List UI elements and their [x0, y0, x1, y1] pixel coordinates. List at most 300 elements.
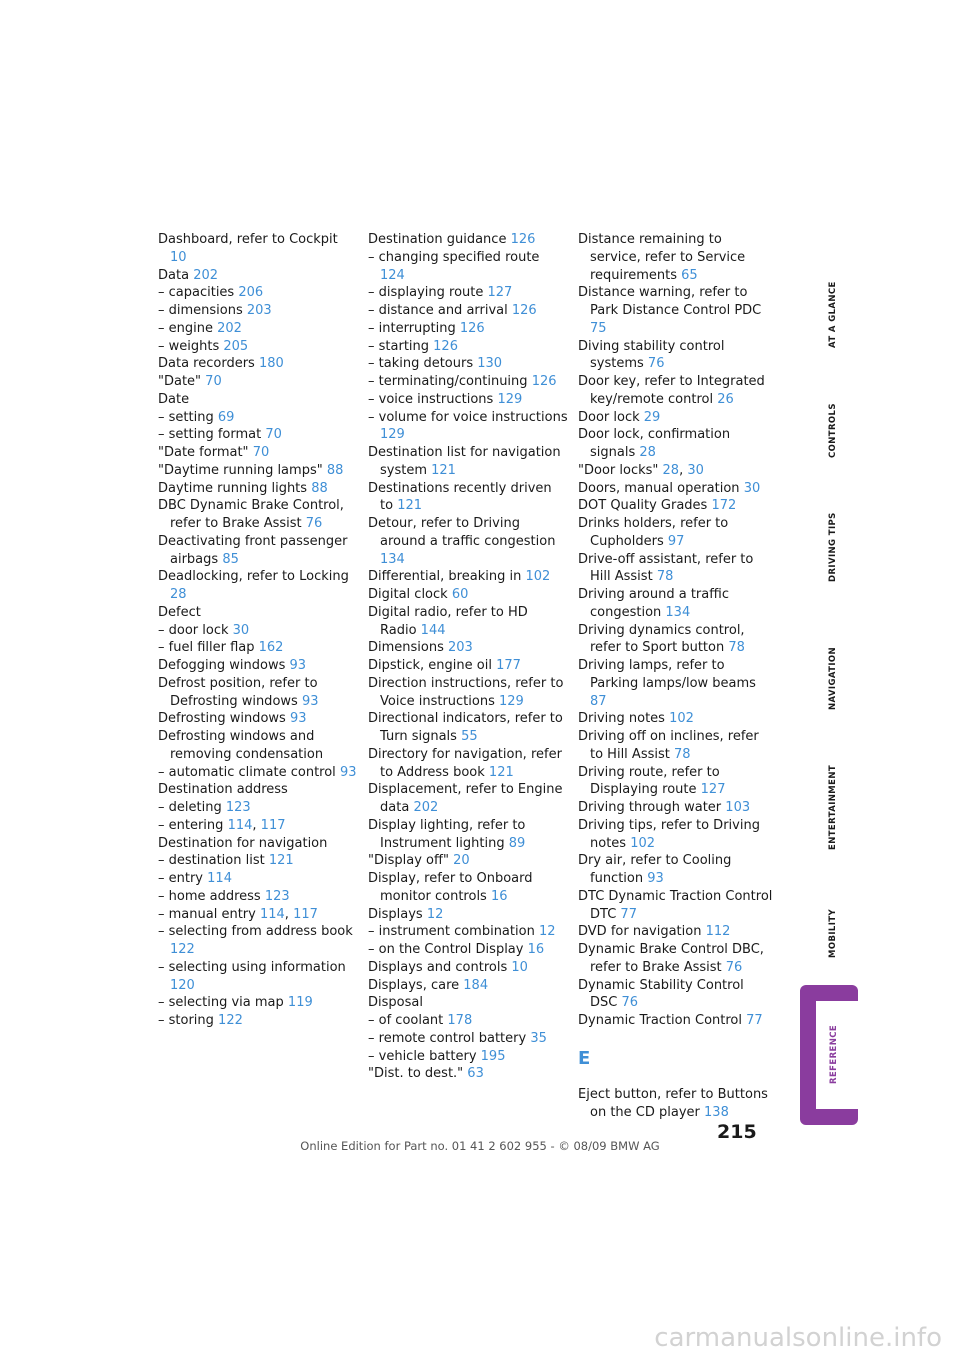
index-entry: – manual entry 114, 117: [158, 906, 318, 922]
page-link[interactable]: 70: [205, 374, 222, 389]
index-entry: [158, 764, 358, 782]
page-link[interactable]: 16: [490, 888, 508, 904]
index-entry-text: Destinations recently driven to: [368, 480, 552, 514]
index-entry-text: "Date": [158, 374, 202, 389]
index-entry: [578, 710, 773, 728]
index-entry: [578, 764, 773, 800]
index-entry: [368, 284, 568, 302]
page-link[interactable]: 122: [218, 1013, 243, 1028]
index-entry-text: Date: [158, 391, 190, 407]
index-entry: [368, 941, 568, 959]
index-entry: [158, 355, 358, 373]
chapter-tab-at-a-glance[interactable]: AT A GLANCE: [828, 281, 838, 348]
index-entry: [578, 941, 773, 977]
index-entry-text: Driving tips, refer to Driving notes: [578, 817, 760, 851]
index-entry-text: Dynamic Brake Control DBC, refer to Brake Assist: [578, 942, 764, 975]
index-entry: [578, 923, 773, 941]
page-link[interactable]: 12: [426, 906, 444, 922]
index-entry: [368, 320, 568, 338]
page-link[interactable]: 129: [497, 391, 523, 407]
index-entry: [368, 373, 568, 391]
index-entry-text: Dimensions: [368, 640, 444, 656]
index-entry-text: "Display off": [368, 853, 449, 869]
index-entry: [368, 355, 568, 373]
index-entry-text: – selecting from address book: [158, 924, 353, 940]
index-entry: "Door locks" 28, 30: [578, 462, 704, 478]
index-entry-text: Eject button, refer to Buttons on the CD player: [578, 1086, 768, 1120]
index-entry-text: Destination for navigation: [158, 835, 328, 851]
watermark: carmanualsonline.info: [654, 1323, 942, 1353]
page-link[interactable]: 76: [647, 356, 665, 372]
index-entry: [368, 338, 568, 356]
index-letter-heading: E: [578, 1047, 591, 1069]
page-link[interactable]: 180: [258, 356, 284, 372]
index-entry: [368, 870, 568, 906]
page-link[interactable]: 126: [459, 320, 485, 336]
page-link[interactable]: 134: [665, 604, 691, 620]
index-entry: [368, 249, 568, 285]
index-entry: [158, 1012, 358, 1030]
page-link[interactable]: 78: [674, 746, 691, 762]
index-entry: [368, 994, 568, 1012]
index-entry-text: Deactivating front passenger airbags: [158, 533, 348, 567]
index-entry-text: Defect: [158, 604, 201, 620]
index-entry-text: – fuel filler flap: [158, 640, 255, 656]
page-link[interactable]: 126: [531, 374, 557, 389]
index-entry: [368, 639, 568, 657]
index-entry: [368, 302, 568, 320]
page-link[interactable]: 60: [451, 587, 469, 602]
index-entry: [368, 852, 568, 870]
index-entry-text: Directory for navigation, refer to Address book: [368, 746, 562, 780]
index-entry: [578, 852, 773, 888]
index-entry-text: – displaying route: [368, 285, 484, 301]
index-entry-text: Dashboard, refer to Cockpit: [158, 232, 338, 247]
page-link[interactable]: 124: [380, 267, 405, 283]
page-link[interactable]: 126: [433, 338, 458, 354]
page-link[interactable]: 130: [477, 356, 503, 372]
index-entry-text: – engine: [158, 320, 213, 336]
index-entry-text: Dynamic Stability Control DSC: [578, 977, 744, 1011]
page-link[interactable]: 70: [252, 445, 270, 460]
page-link[interactable]: 121: [268, 853, 294, 869]
page-link[interactable]: 102: [669, 711, 694, 727]
index-entry: [368, 906, 568, 924]
page-link[interactable]: 12: [538, 924, 556, 940]
index-entry-text: – voice instructions: [368, 391, 494, 407]
index-entry-text: – interrupting: [368, 320, 456, 336]
index-entry-text: Defrosting windows: [158, 711, 286, 727]
index-entry-text: Displacement, refer to Engine data: [368, 782, 563, 815]
index-entry-text: Defrosting windows and removing condensation: [158, 729, 324, 762]
page-link[interactable]: 102: [630, 835, 656, 851]
index-entry-text: DBC Dynamic Brake Control, refer to Brake Assist: [158, 498, 344, 531]
index-entry-text: Door key, refer to Integrated key/remote control: [578, 374, 765, 407]
index-entry-text: Displays and controls: [368, 959, 508, 975]
index-entry-text: – manual entry: [158, 906, 256, 922]
index-entry: [368, 231, 568, 249]
index-entry-text: – capacities: [158, 285, 235, 301]
index-entry-text: "Daytime running lamps": [158, 462, 323, 478]
index-entry-text: Destination list for navigation system: [368, 445, 561, 478]
page-link[interactable]: 93: [339, 764, 357, 780]
index-entry-text: Digital clock: [368, 587, 448, 602]
index-entry: [368, 604, 568, 640]
page-link[interactable]: 127: [700, 782, 726, 798]
page-link[interactable]: 69: [217, 409, 235, 425]
index-entry: [368, 781, 568, 817]
index-entry: [578, 728, 773, 764]
page-link[interactable]: 178: [447, 1013, 473, 1028]
page-link[interactable]: 119: [287, 995, 313, 1011]
index-entry: [368, 923, 568, 941]
index-entry: [368, 444, 568, 480]
page-link[interactable]: 20: [453, 853, 470, 869]
page-link[interactable]: 121: [431, 462, 456, 478]
index-entry: [158, 426, 358, 444]
page-link[interactable]: 77: [620, 906, 637, 922]
index-entry-text: Drinks holders, refer to Cupholders: [578, 516, 729, 549]
chapter-tab-reference[interactable]: REFERENCE: [829, 1024, 839, 1084]
index-entry: [578, 657, 773, 710]
index-entry: [368, 1048, 568, 1066]
index-entry: [368, 515, 568, 568]
page-link[interactable]: 10: [511, 959, 528, 975]
index-entry-text: Dynamic Traction Control: [578, 1013, 742, 1028]
page-link[interactable]: 205: [223, 338, 249, 354]
page-link[interactable]: 78: [656, 569, 674, 585]
index-entry: [368, 657, 568, 675]
index-entry-text: – remote control battery: [368, 1030, 527, 1046]
index-entry-text: – home address: [158, 888, 261, 904]
index-entry-text: Display, refer to Onboard monitor controls: [368, 871, 533, 904]
index-entry: [368, 1030, 568, 1048]
index-entry: [158, 888, 358, 906]
index-entry-text: Display lighting, refer to Instrument lighting: [368, 817, 526, 851]
index-entry-text: Displays, care: [368, 977, 460, 993]
index-entry-text: Directional indicators, refer to Turn signals: [368, 711, 563, 744]
index-entry: [158, 302, 358, 320]
page-link[interactable]: 202: [413, 800, 439, 815]
index-entry-text: Disposal: [368, 995, 423, 1011]
index-entry-text: – distance and arrival: [368, 303, 508, 318]
index-entry: [158, 391, 358, 409]
index-entry-text: Driving through water: [578, 800, 722, 815]
page-link[interactable]: 28: [170, 587, 187, 602]
page-link[interactable]: 203: [246, 303, 272, 318]
index-entry-text: Data: [158, 267, 190, 283]
page-link[interactable]: 30: [232, 622, 250, 638]
index-entry-text: Detour, refer to Driving around a traffic congestion: [368, 516, 556, 549]
index-entry: [578, 515, 773, 551]
index-entry: [368, 1012, 568, 1030]
index-entry: [578, 497, 773, 515]
index-entry-text: – terminating/continuing: [368, 374, 528, 389]
page-link[interactable]: 35: [530, 1030, 547, 1046]
page-link[interactable]: 126: [510, 232, 536, 247]
page-link[interactable]: 85: [222, 551, 239, 567]
page-link[interactable]: 65: [681, 267, 698, 283]
index-entry-text: Door lock: [578, 409, 640, 425]
page-link[interactable]: 93: [647, 871, 664, 886]
page-link[interactable]: 70: [265, 427, 282, 443]
chapter-tab-controls[interactable]: CONTROLS: [828, 403, 838, 458]
index-entry: [158, 284, 358, 302]
index-entry-text: Driving around a traffic congestion: [578, 587, 729, 620]
index-entry: [158, 568, 358, 604]
page-link[interactable]: 28: [639, 445, 656, 460]
page-link[interactable]: 195: [480, 1048, 506, 1064]
page-link[interactable]: 121: [488, 764, 514, 780]
index-entry: [578, 1012, 773, 1030]
index-entry-text: "Date format": [158, 445, 249, 460]
index-entry-text: Daytime running lights: [158, 480, 308, 496]
index-entry: [158, 781, 358, 799]
index-entry: [158, 959, 358, 995]
index-entry-text: Destination address: [158, 782, 288, 798]
page-link[interactable]: 28: [662, 462, 680, 478]
page-link[interactable]: 172: [711, 498, 737, 514]
index-entry-text: Digital radio, refer to HD Radio: [368, 604, 528, 638]
index-entry-text: – setting: [158, 409, 214, 425]
page-link[interactable]: 112: [705, 924, 731, 940]
index-entry: [368, 391, 568, 409]
index-entry: [158, 657, 358, 675]
index-entry-text: Distance remaining to service, refer to Service requirements: [578, 232, 746, 283]
page-link[interactable]: 55: [461, 729, 478, 744]
index-entry-text: Data recorders: [158, 356, 255, 372]
page-link[interactable]: 117: [293, 906, 318, 922]
page-number: 215: [717, 1121, 757, 1143]
chapter-tab-entertainment[interactable]: ENTERTAINMENT: [828, 764, 838, 850]
page-link[interactable]: 29: [643, 409, 661, 425]
index-entry: [578, 977, 773, 1013]
index-entry-text: Destination guidance: [368, 232, 507, 247]
page-link[interactable]: 89: [508, 835, 526, 851]
page-link[interactable]: 114: [207, 871, 232, 886]
index-entry-text: – deleting: [158, 800, 222, 815]
index-entry: [578, 480, 773, 498]
index-entry: [158, 870, 358, 888]
index-entry: [158, 835, 358, 853]
page-link[interactable]: 93: [289, 658, 307, 673]
index-entry: [368, 586, 568, 604]
page-link[interactable]: 144: [420, 622, 446, 638]
chapter-tab-navigation[interactable]: NAVIGATION: [828, 646, 838, 710]
index-entry-text: Defogging windows: [158, 658, 286, 673]
index-entry-text: Driving dynamics control, refer to Sport button: [578, 622, 745, 656]
index-entry: [158, 639, 358, 657]
index-entry-text: – volume for voice instructions: [368, 409, 568, 425]
page-link[interactable]: 87: [590, 693, 607, 709]
page-link[interactable]: 10: [170, 249, 187, 265]
page-link[interactable]: 122: [170, 942, 195, 957]
page-link[interactable]: 76: [305, 516, 323, 531]
index-entry: [578, 338, 773, 374]
index-entry-text: Driving route, refer to Displaying route: [578, 764, 720, 798]
index-entry: [158, 799, 358, 817]
page-link[interactable]: 202: [217, 320, 242, 336]
index-entry-text: DOT Quality Grades: [578, 498, 708, 514]
index-entry-text: Direction instructions, refer to Voice instructions: [368, 675, 564, 709]
index-entry-text: – of coolant: [368, 1013, 444, 1028]
page-link[interactable]: 63: [467, 1066, 484, 1082]
index-entry-text: – starting: [368, 338, 430, 354]
page-link[interactable]: 162: [258, 640, 284, 656]
page-link[interactable]: 206: [238, 285, 264, 301]
index-entry: [368, 817, 568, 853]
index-entry: [158, 444, 358, 462]
page-link[interactable]: 77: [746, 1013, 763, 1028]
index-entry: [368, 480, 568, 516]
index-entry: [158, 994, 358, 1012]
page-link[interactable]: 78: [728, 640, 745, 656]
index-entry-text: Driving notes: [578, 711, 665, 727]
page-link[interactable]: 126: [511, 303, 537, 318]
page-link[interactable]: 93: [289, 711, 307, 727]
index-entry: [368, 675, 568, 711]
page-link[interactable]: 88: [311, 480, 328, 496]
index-entry-text: Doors, manual operation: [578, 480, 740, 496]
page-link[interactable]: 103: [725, 800, 751, 815]
index-entry: [368, 710, 568, 746]
index-entry-text: – on the Control Display: [368, 942, 524, 957]
index-entry: [158, 923, 358, 959]
index-entry: [158, 622, 358, 640]
index-column-3: [578, 231, 773, 1121]
page-link[interactable]: 202: [193, 267, 219, 283]
index-entry: [158, 497, 358, 533]
page-link[interactable]: 75: [590, 320, 607, 336]
index-entry-text: DVD for navigation: [578, 924, 702, 940]
index-entry-text: Driving lamps, refer to Parking lamps/low beams: [578, 658, 756, 691]
index-entry: [158, 320, 358, 338]
index-entry-text: – weights: [158, 338, 220, 354]
page-link[interactable]: 16: [527, 942, 545, 957]
page-link[interactable]: 127: [487, 285, 513, 301]
index-entry-text: – storing: [158, 1013, 214, 1028]
index-entry: [368, 1065, 568, 1083]
index-entry: – entering 114, 117: [158, 817, 286, 833]
index-column-2: [368, 231, 568, 1083]
index-entry: [158, 604, 358, 622]
index-entry: [368, 977, 568, 995]
page-link[interactable]: 184: [463, 977, 489, 993]
page-link[interactable]: 120: [170, 977, 195, 993]
index-entry: [578, 551, 773, 587]
index-entry: [578, 1086, 773, 1122]
page-link[interactable]: 117: [260, 817, 286, 833]
page-link[interactable]: 114: [259, 906, 285, 922]
index-entry-text: Displays: [368, 906, 423, 922]
index-entry: [368, 568, 568, 586]
index-entry-text: – selecting via map: [158, 995, 284, 1011]
index-entry: [368, 746, 568, 782]
index-entry: [158, 267, 358, 285]
index-entry-text: Deadlocking, refer to Locking: [158, 569, 349, 585]
page-link[interactable]: 129: [499, 693, 524, 709]
index-entry-text: – instrument combination: [368, 924, 535, 940]
page-link[interactable]: 121: [397, 498, 423, 514]
page-link[interactable]: 30: [687, 462, 704, 478]
index-entry: [158, 710, 358, 728]
index-entry-text: DTC Dynamic Traction Control DTC: [578, 888, 773, 922]
page-link[interactable]: 88: [326, 462, 344, 478]
index-entry: [158, 852, 358, 870]
page-link[interactable]: 129: [380, 427, 405, 443]
index-entry-text: Distance warning, refer to Park Distance Control PDC: [578, 285, 762, 318]
index-entry: [158, 728, 358, 764]
index-entry-text: "Door locks": [578, 462, 659, 478]
index-entry-text: Dry air, refer to Cooling function: [578, 853, 732, 886]
index-entry: [158, 675, 358, 711]
footer-edition-note: Online Edition for Part no. 01 41 2 602 955 - © 08/09 BMW AG: [300, 1139, 660, 1153]
page-link[interactable]: 30: [743, 480, 761, 496]
index-entry: [158, 480, 358, 498]
page-link[interactable]: 114: [227, 817, 253, 833]
index-entry-text: Differential, breaking in: [368, 569, 522, 585]
index-entry: [578, 409, 773, 427]
index-entry: [578, 888, 773, 924]
index-entry-text: – vehicle battery: [368, 1048, 477, 1064]
chapter-tab-mobility[interactable]: MOBILITY: [828, 908, 838, 958]
index-entry-text: Defrost position, refer to Defrosting windows: [158, 675, 318, 709]
page-link[interactable]: 26: [717, 391, 734, 407]
page-link[interactable]: 102: [525, 569, 551, 585]
index-entry: [158, 231, 358, 267]
page-link[interactable]: 97: [667, 533, 685, 549]
page-link[interactable]: 138: [704, 1104, 729, 1120]
index-entry-text: – setting format: [158, 427, 262, 443]
chapter-tab-driving-tips[interactable]: DRIVING TIPS: [828, 512, 838, 582]
index-entry-text: – dimensions: [158, 303, 243, 318]
page-link[interactable]: 93: [301, 693, 319, 709]
chapter-sidebar: [800, 250, 860, 970]
index-entry: [158, 373, 358, 391]
index-entry-text: Dipstick, engine oil: [368, 658, 492, 673]
index-entry: [158, 533, 358, 569]
index-entry-text: – door lock: [158, 622, 229, 638]
index-entry: [578, 622, 773, 658]
index-entry-text: – destination list: [158, 853, 265, 869]
index-entry: [578, 426, 773, 462]
index-entry-text: – selecting using information: [158, 959, 346, 975]
page-link[interactable]: 134: [380, 551, 405, 567]
page-link[interactable]: 76: [621, 995, 639, 1011]
index-entry-text: Diving stability control systems: [578, 338, 725, 372]
index-entry: [158, 462, 358, 480]
index-entry: [578, 799, 773, 817]
index-entry-text: – entry: [158, 871, 204, 886]
index-entry-text: – entering: [158, 817, 224, 833]
index-entry-text: "Dist. to dest.": [368, 1066, 464, 1082]
index-entry: [368, 959, 568, 977]
index-entry: [158, 338, 358, 356]
page-link[interactable]: 203: [448, 640, 473, 656]
index-entry: [578, 284, 773, 337]
index-entry: [578, 817, 773, 853]
index-entry-text: – automatic climate control: [158, 764, 336, 780]
page-link[interactable]: 177: [496, 658, 521, 673]
index-entry-text: – changing specified route: [368, 249, 540, 265]
page-link[interactable]: 123: [264, 888, 290, 904]
page-link[interactable]: 123: [225, 800, 251, 815]
page-link[interactable]: 76: [725, 959, 743, 975]
index-entry-text: Driving off on inclines, refer to Hill Assist: [578, 729, 759, 762]
index-entry-text: Drive-off assistant, refer to Hill Assist: [578, 551, 754, 585]
index-entry-text: – taking detours: [368, 356, 474, 372]
index-column-1: [158, 231, 358, 1030]
